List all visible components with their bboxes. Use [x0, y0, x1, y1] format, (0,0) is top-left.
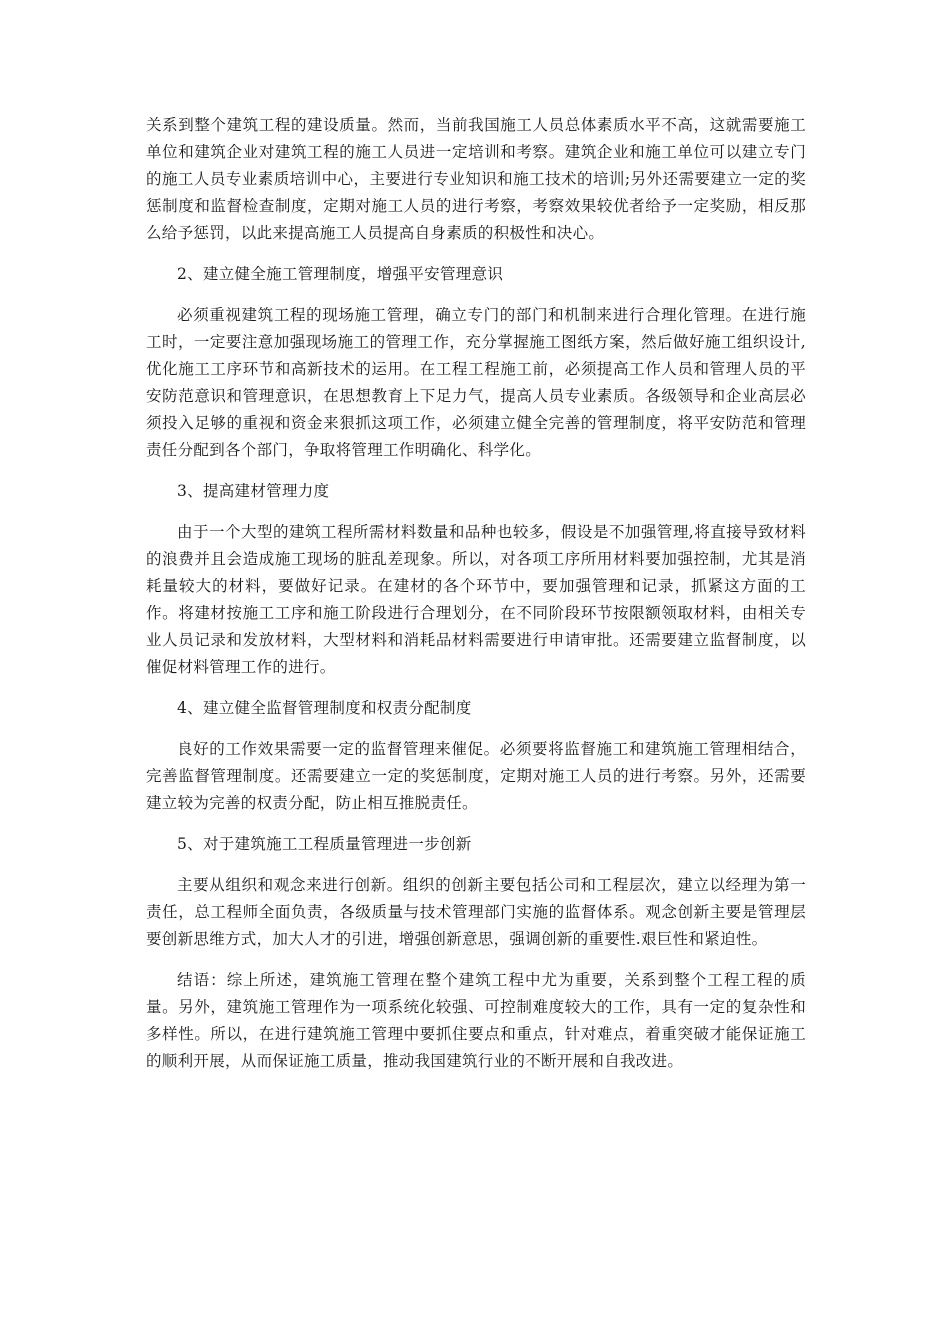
section-heading-2: 2、建立健全施工管理制度，增强平安管理意识 — [177, 265, 504, 283]
section-heading-3: 3、提高建材管理力度 — [177, 482, 330, 500]
section-heading-5: 5、对于建筑施工工程质量管理进一步创新 — [177, 835, 472, 853]
paragraph-section-3: 由于一个大型的建筑工程所需材料数量和品种也较多，假设是不加强管理,将直接导致材料的浪费并且会造成施工现场的脏乱差现象。所以，对各项工序所用材料要加强控制，尤其是消耗量较大的材料，要做好记录。在建材的各个环节中，要加强管理和记录，抓紧这方面的工作。将建材按施工工序和施工阶段进行合理划分，在不同阶段环节按限额领取材料，由相关专业人员记录和发放材料，大型材料和消耗品材料需要进行申请审批。还需要建立监督制度，以催促材料管理工作的进行。 — [146, 523, 806, 676]
paragraph-conclusion: 结语：综上所述，建筑施工管理在整个建筑工程中尤为重要，关系到整个工程工程的质量。另外，建筑施工管理作为一项系统化较强、可控制难度较大的工作，具有一定的复杂性和多样性。所以，在进行建筑施工管理中要抓住要点和重点，针对难点，着重突破才能保证施工的顺利开展，从而保证施工质量，推动我国建筑行业的不断开展和自我改进。 — [146, 971, 806, 1070]
paragraph-continuation: 关系到整个建筑工程的建设质量。然而，当前我国施工人员总体素质水平不高，这就需要施工单位和建筑企业对建筑工程的施工人员进一定培训和考察。建筑企业和施工单位可以建立专门的施工人员专业素质培训中心，主要进行专业知识和施工技术的培训;另外还需要建立一定的奖惩制度和监督检查制度，定期对施工人员的进行考察，考察效果较优者给予一定奖励，相反那么给予惩罚，以此来提高施工人员提高自身素质的积极性和决心。 — [146, 116, 806, 242]
paragraph-section-5: 主要从组织和观念来进行创新。组织的创新主要包括公司和工程层次，建立以经理为第一责任，总工程师全面负责，各级质量与技术管理部门实施的监督体系。观念创新主要是管理层要创新思维方式，加大人才的引进，增强创新意思，强调创新的重要性.艰巨性和紧迫性。 — [146, 876, 806, 948]
document-page — [146, 112, 806, 1089]
paragraph-section-2: 必须重视建筑工程的现场施工管理，确立专门的部门和机制来进行合理化管理。在进行施工时，一定要注意加强现场施工的管理工作，充分掌握施工图纸方案，然后做好施工组织设计,优化施工工序环节和高新技术的运用。在工程工程施工前，必须提高工作人员和管理人员的平安防范意识和管理意识，在思想教育上下足力气，提高人员专业素质。各级领导和企业高层必须投入足够的重视和资金来狠抓这项工作，必须建立健全完善的管理制度，将平安防范和管理责任分配到各个部门，争取将管理工作明确化、科学化。 — [146, 306, 806, 459]
paragraph-section-4: 良好的工作效果需要一定的监督管理来催促。必须要将监督施工和建筑施工管理相结合，完善监督管理制度。还需要建立一定的奖惩制度，定期对施工人员的进行考察。另外，还需要建立较为完善的权责分配，防止相互推脱责任。 — [146, 740, 806, 812]
section-heading-4: 4、建立健全监督管理制度和权责分配制度 — [177, 699, 472, 717]
